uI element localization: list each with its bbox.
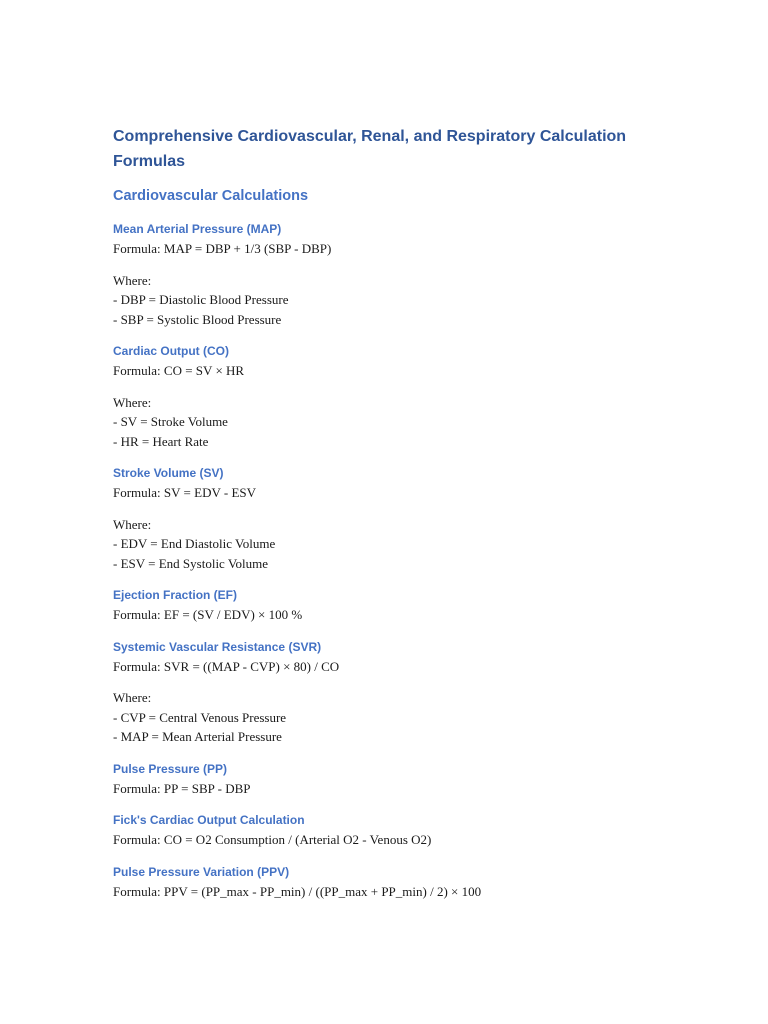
formula-heading: Pulse Pressure Variation (PPV) <box>113 864 290 879</box>
definitions-group <box>113 515 673 574</box>
where-label: Where: <box>113 394 152 410</box>
formula-list <box>113 220 673 901</box>
definition-item: - CVP = Central Venous Pressure <box>113 709 287 725</box>
block-spacer <box>113 747 673 760</box>
formula-block <box>113 464 673 573</box>
formula-heading: Ejection Fraction (EF) <box>113 588 238 602</box>
formula-expression: Formula: CO = SV × HR <box>113 363 245 378</box>
formula-block <box>113 811 673 850</box>
document-title-line-2: Formulas <box>113 153 186 170</box>
formula-heading: Systemic Vascular Resistance (SVR) <box>113 639 322 654</box>
block-spacer <box>113 625 673 638</box>
definition-item: - SBP = Systolic Blood Pressure <box>113 311 282 327</box>
formula-expression: Formula: CO = O2 Consumption / (Arterial O2 - Venous O2) <box>113 832 432 847</box>
formula-block <box>113 342 673 451</box>
formula-expression: Formula: SVR = ((MAP - CVP) × 80) / CO <box>113 658 340 674</box>
where-label: Where: <box>113 690 152 705</box>
formula-heading: Cardiac Output (CO) <box>113 344 229 358</box>
formula-heading: Fick's Cardiac Output Calculation <box>113 813 305 827</box>
block-spacer <box>113 451 673 464</box>
definition-item: - SV = Stroke Volume <box>113 414 228 429</box>
where-label: Where: <box>113 516 152 532</box>
block-spacer <box>113 329 673 342</box>
formula-expression: Formula: PPV = (PP_max - PP_min) / ((PP_max + PP_min) / 2) × 100 <box>113 883 482 899</box>
formula-expression: Formula: EF = (SV / EDV) × 100 % <box>113 607 303 622</box>
block-spacer <box>113 850 673 863</box>
formula-block <box>113 586 673 625</box>
definition-item: - HR = Heart Rate <box>113 433 209 449</box>
formula-block <box>113 220 673 329</box>
where-label: Where: <box>113 272 152 288</box>
block-spacer <box>113 798 673 811</box>
definition-item: - ESV = End Systolic Volume <box>113 555 269 571</box>
formula-expression: Formula: SV = EDV - ESV <box>113 485 256 500</box>
definitions-group <box>113 393 673 452</box>
formula-heading: Mean Arterial Pressure (MAP) <box>113 222 282 236</box>
formula-block <box>113 863 673 902</box>
formula-heading: Stroke Volume (SV) <box>113 466 224 480</box>
definition-item: - EDV = End Diastolic Volume <box>113 536 276 551</box>
formula-expression: Formula: PP = SBP - DBP <box>113 780 251 796</box>
section-heading-cardiovascular: Cardiovascular Calculations <box>113 188 309 204</box>
formula-expression: Formula: MAP = DBP + 1/3 (SBP - DBP) <box>113 241 332 256</box>
document-page <box>113 124 673 901</box>
definition-item: - MAP = Mean Arterial Pressure <box>113 729 282 744</box>
document-title <box>113 124 673 174</box>
formula-heading: Pulse Pressure (PP) <box>113 761 228 776</box>
document-title-line-1: Comprehensive Cardiovascular, Renal, and Respiratory Calculation <box>113 128 627 145</box>
block-spacer <box>113 573 673 586</box>
definitions-group <box>113 271 673 330</box>
formula-block <box>113 638 673 747</box>
definition-item: - DBP = Diastolic Blood Pressure <box>113 292 289 307</box>
formula-block <box>113 760 673 799</box>
definitions-group <box>113 688 673 747</box>
